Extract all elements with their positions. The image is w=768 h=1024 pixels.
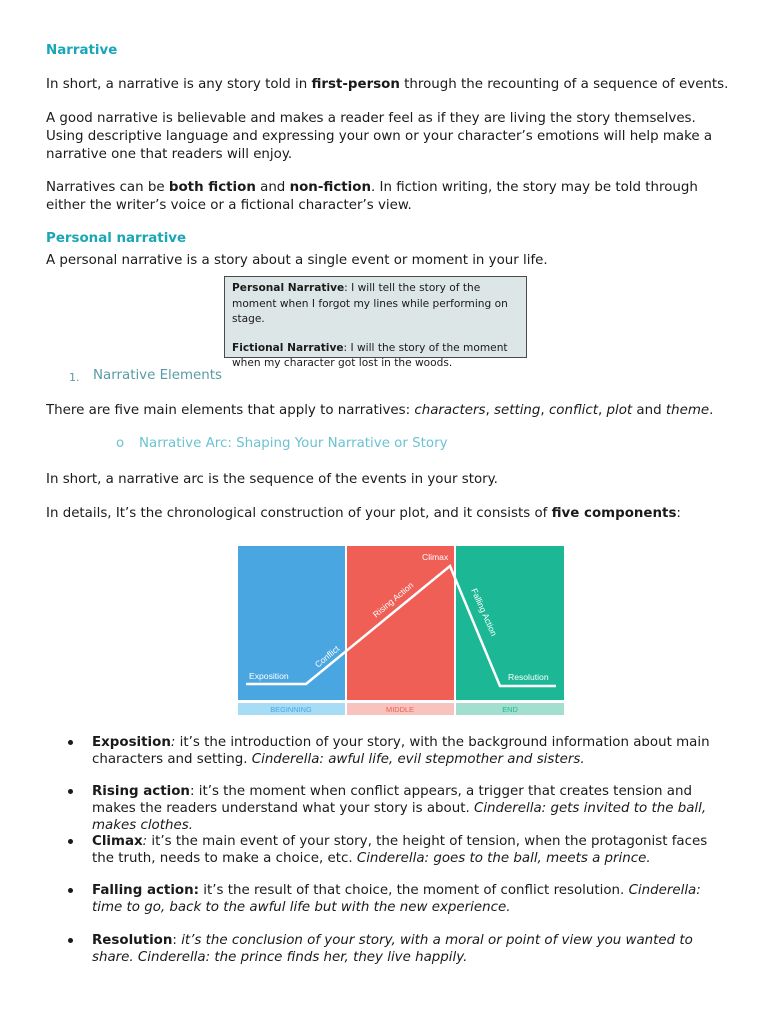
p3-a: Narratives can be [46,180,169,195]
term-description: it’s the conclusion of your story, with a moral or point of view you wanted to share. Cinderella: the prince finds her, they live happily. [92,933,693,965]
term-description: it’s the introduction of your story, with the background information about main characters and setting. [92,735,710,767]
label-rising-action: Rising Action [370,579,416,620]
paragraph-arc-details [46,505,736,523]
bullet-icon [68,740,73,745]
bullet-icon [68,938,73,943]
term-example: Cinderella: goes to the ball, meets a prince. [356,851,651,866]
phase-beginning-label: BEGINNING [270,705,312,714]
p5-sep2: , [540,403,549,418]
heading-personal-narrative: Personal narrative [46,231,187,246]
list-number: 1. [69,371,80,384]
term-example: Cinderella: gets invited to the ball, makes clothes. [92,801,707,833]
heading-narrative-arc: Narrative Arc: Shaping Your Narrative or Story [139,436,448,451]
heading-narrative: Narrative [46,43,118,58]
term-resolution: Resolution [92,933,173,948]
example-personal-text: : I will tell the story of the moment when I forgot my lines while performing on stage. [232,282,508,325]
sub-bullet-marker: o [116,436,125,451]
label-exposition: Exposition [249,671,289,681]
heading-narrative-elements: Narrative Elements [93,368,223,383]
list-item [92,833,732,867]
p7-bold: five components [551,506,677,521]
p7-post: : [676,506,681,521]
p1-bold: first-person [311,77,400,92]
p5-pre: There are five main elements that apply to narratives: [46,403,415,418]
p3-c: and [255,180,290,195]
term-exposition: Exposition [92,735,171,750]
term-description: it’s the main event of your story, the height of tension, when the protagonist faces the truth, needs to make a choice, etc. [92,834,708,866]
example-fictional-label: Fictional Narrative [232,341,344,354]
paragraph-definition [46,76,736,94]
p5-post: . [709,403,714,418]
p3-e: . In fiction writing, the story may be told through either the writer’s voice or a fictional character’s view. [46,180,698,213]
paragraph-arc-short: In short, a narrative arc is the sequence of the events in your story. [46,472,498,487]
phase-end-label: END [502,705,518,714]
term-falling-action: Falling action: [92,883,200,898]
p7-pre: In details, It’s the chronological construction of your plot, and it consists of [46,506,552,521]
paragraph-personal: A personal narrative is a story about a single event or moment in your life. [46,253,548,268]
paragraph-fiction [46,179,736,215]
term-rising-action: Rising action [92,784,190,799]
example-fictional-text: : I will the story of the moment when my character got lost in the woods. [232,341,508,369]
label-climax: Climax [422,552,449,562]
example-box [224,276,527,369]
element-setting: setting [493,403,541,418]
p3-b: both fiction [168,180,256,195]
bullet-icon [68,839,73,844]
p5-sep1: , [485,403,494,418]
term-description: it’s the result of that choice, the moment of conflict resolution. [199,883,629,898]
list-item [92,734,732,768]
example-personal [232,281,519,328]
list-item [92,882,732,916]
element-conflict: conflict [548,403,598,418]
label-conflict: Conflict [312,643,342,670]
label-falling-action: Falling Action [469,586,500,638]
p5-sep4: and [632,403,666,418]
p3-d: non-fiction [289,180,371,195]
bullet-icon [68,888,73,893]
paragraph-good-narrative: A good narrative is believable and makes a reader feel as if they are living the story themselves. Using descriptive language and expressing your own or your character’s emotions will help make a narrative one that readers will enjoy. [46,111,713,162]
term-example: Cinderella: awful life, evil stepmother and sisters. [251,752,585,767]
element-characters: characters [414,403,486,418]
term-climax: Climax [92,834,143,849]
term-example: Cinderella: time to go, back to the awful life but with the new experience. [92,883,701,915]
p1-text-end: through the recounting of a sequence of events. [399,77,729,92]
term-colon: : [189,784,195,799]
element-plot: plot [606,403,633,418]
label-resolution: Resolution [508,672,549,682]
term-description: it’s the moment when conflict appears, a trigger that creates tension and makes the readers understand what your story is about. [92,784,692,816]
p1-text: In short, a narrative is any story told in [46,77,312,92]
term-colon: : [142,834,148,849]
example-fictional [232,341,519,372]
list-item [92,932,732,966]
phase-middle-label: MIDDLE [386,705,414,714]
p5-sep3: , [597,403,607,418]
middle-panel [347,546,454,700]
term-colon: : [172,933,177,948]
example-personal-label: Personal Narrative [232,282,345,294]
term-colon: : [170,735,176,750]
paragraph-elements [46,402,736,420]
element-theme: theme [665,403,710,418]
list-item [92,783,732,834]
narrative-arc-diagram [238,546,564,716]
bullet-icon [68,789,73,794]
